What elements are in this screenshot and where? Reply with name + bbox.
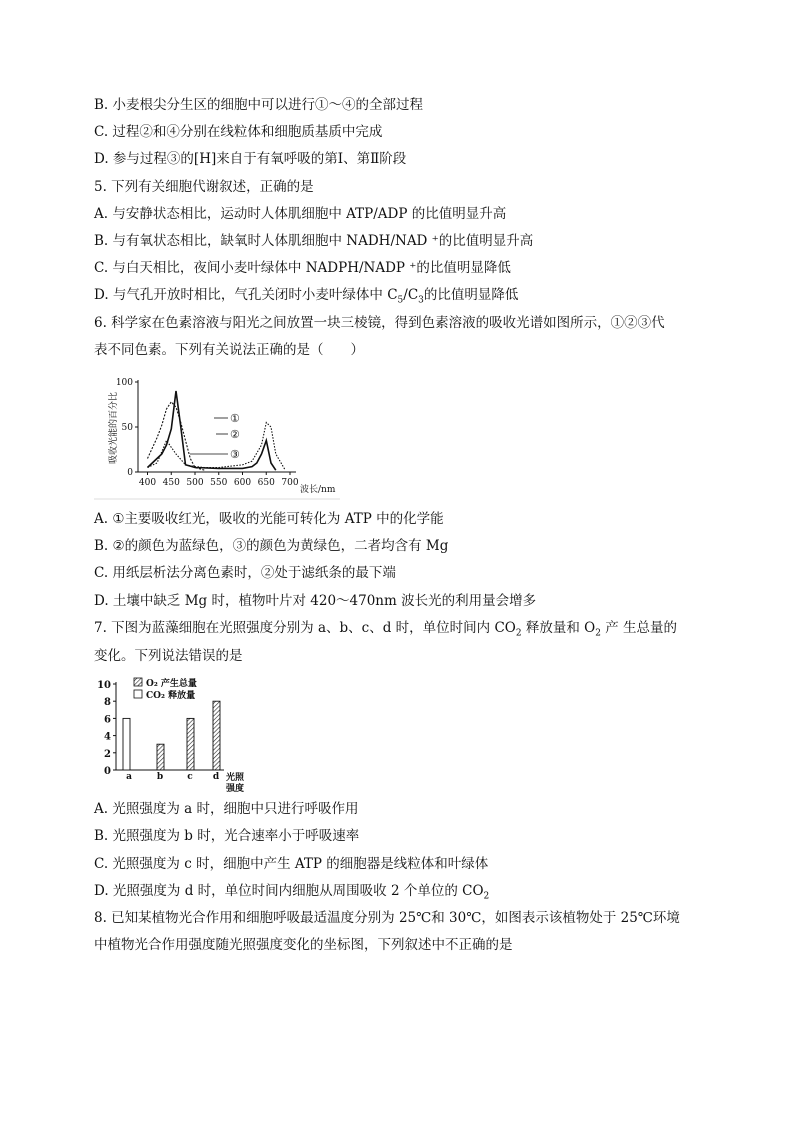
y-tick-label: 2 — [104, 748, 111, 760]
x-tick-label: d — [212, 772, 220, 782]
q6-option-b: B. ②的颜色为蓝绿色，③的颜色为黄绿色，二者均含有 Mg — [94, 538, 449, 554]
o2-co2-bar-chart — [94, 674, 254, 796]
co2-bar-a — [123, 718, 130, 770]
q6-option-d: D. 土壤中缺乏 Mg 时，植物叶片对 420～470nm 波长光的利用量会增多 — [94, 593, 537, 609]
o2-bar-d — [213, 701, 220, 770]
q7-stem-line1: 7. 下图为蓝藻细胞在光照强度分别为 a、b、c、d 时，单位时间内 $CO_2$ 释放量和 $O_2$ 产 生总量的 — [94, 620, 678, 639]
y-tick-label: 10 — [97, 680, 111, 691]
q4-option-c: C. 过程②和④分别在线粒体和细胞质基质中完成 — [94, 124, 383, 140]
q6-stem-line1: 6. 科学家在色素溶液与阳光之间放置一块三棱镜，得到色素溶液的吸收光谱如图所示，①②③代 — [94, 315, 665, 331]
y-tick-label: 0 — [127, 468, 133, 478]
legend-label-1: O₂ 产生总量 — [146, 679, 197, 689]
q6-option-c: C. 用纸层析法分离色素时，②处于滤纸条的最下端 — [94, 565, 396, 581]
series-1-line — [148, 391, 276, 470]
x-tick-label: 650 — [257, 478, 275, 488]
x-axis-label-line2: 强度 — [226, 784, 245, 794]
y-axis-label: 吸收光能的百分比 — [109, 391, 119, 464]
q5-option-d: D. 与气孔开放时相比，气孔关闭时小麦叶绿体中 $C_5/C_3$的比值明显降低 — [94, 287, 519, 306]
y-tick-label: 0 — [104, 766, 111, 777]
x-tick-label: 500 — [186, 478, 204, 488]
legend-label-2: CO₂ 释放量 — [146, 691, 196, 701]
q4-option-b: B. 小麦根尖分生区的细胞中可以进行①～④的全部过程 — [94, 97, 424, 113]
q7-option-a: A. 光照强度为 a 时，细胞中只进行呼吸作用 — [94, 801, 359, 817]
x-tick-label: a — [126, 772, 132, 782]
x-tick-label: 400 — [138, 478, 157, 488]
q5-stem: 5. 下列有关细胞代谢叙述，正确的是 — [94, 179, 314, 195]
q8-stem-line2: 中植物光合作用强度随光照强度变化的坐标图，下列叙述中不正确的是 — [94, 937, 513, 953]
y-tick-label: 100 — [115, 378, 133, 388]
q7-option-c: C. 光照强度为 c 时，细胞中产生 ATP 的细胞器是线粒体和叶绿体 — [94, 856, 489, 872]
legend-swatch-2 — [134, 690, 142, 698]
q5-option-a: A. 与安静状态相比，运动时人体肌细胞中 ATP/ADP 的比值明显升高 — [94, 206, 507, 222]
o2-bar-c — [187, 718, 194, 770]
q5-option-c: C. 与白天相比，夜间小麦叶绿体中 NADPH/NADP ⁺的比值明显降低 — [94, 260, 511, 276]
series-2-label: ② — [230, 428, 240, 441]
q5-option-b: B. 与有氧状态相比，缺氧时人体肌细胞中 NADH/NAD ⁺的比值明显升高 — [94, 233, 534, 249]
x-axis-label-line1: 光照 — [226, 773, 245, 783]
series-3-label: ③ — [230, 448, 240, 461]
x-tick-label: 700 — [281, 478, 299, 488]
x-tick-label: c — [187, 772, 193, 782]
q6-stem-line2: 表不同色素。下列有关说法正确的是（ ） — [94, 342, 364, 358]
y-tick-label: 6 — [104, 714, 111, 726]
q4-option-d: D. 参与过程③的[H]来自于有氧呼吸的第Ⅰ、第Ⅱ阶段 — [94, 151, 407, 167]
y-tick-label: 8 — [104, 697, 111, 709]
q7-option-d: D. 光照强度为 d 时，单位时间内细胞从周围吸收 2 个单位的 $CO_2$ — [94, 883, 490, 902]
x-tick-label: 450 — [162, 478, 180, 488]
legend-swatch-1 — [134, 678, 142, 686]
q7-option-b: B. 光照强度为 b 时，光合速率小于呼吸速率 — [94, 828, 360, 844]
y-tick-label: 50 — [121, 423, 133, 433]
absorption-spectrum-chart — [94, 368, 340, 500]
o2-bar-b — [157, 744, 164, 770]
q8-stem-line1: 8. 已知某植物光合作用和细胞呼吸最适温度分别为 25℃和 30℃，如图表示该植物处于 25℃环境 — [94, 910, 680, 926]
x-tick-label: 600 — [233, 478, 252, 488]
x-tick-label: b — [156, 772, 164, 782]
q7-stem-line2: 变化。下列说法错误的是 — [94, 648, 243, 664]
y-tick-label: 4 — [104, 731, 111, 743]
series-1-label: ① — [230, 412, 240, 425]
x-tick-label: 550 — [210, 478, 228, 488]
x-axis-label: 波长/nm — [300, 485, 336, 495]
q6-option-a: A. ①主要吸收红光，吸收的光能可转化为 ATP 中的化学能 — [94, 511, 444, 527]
